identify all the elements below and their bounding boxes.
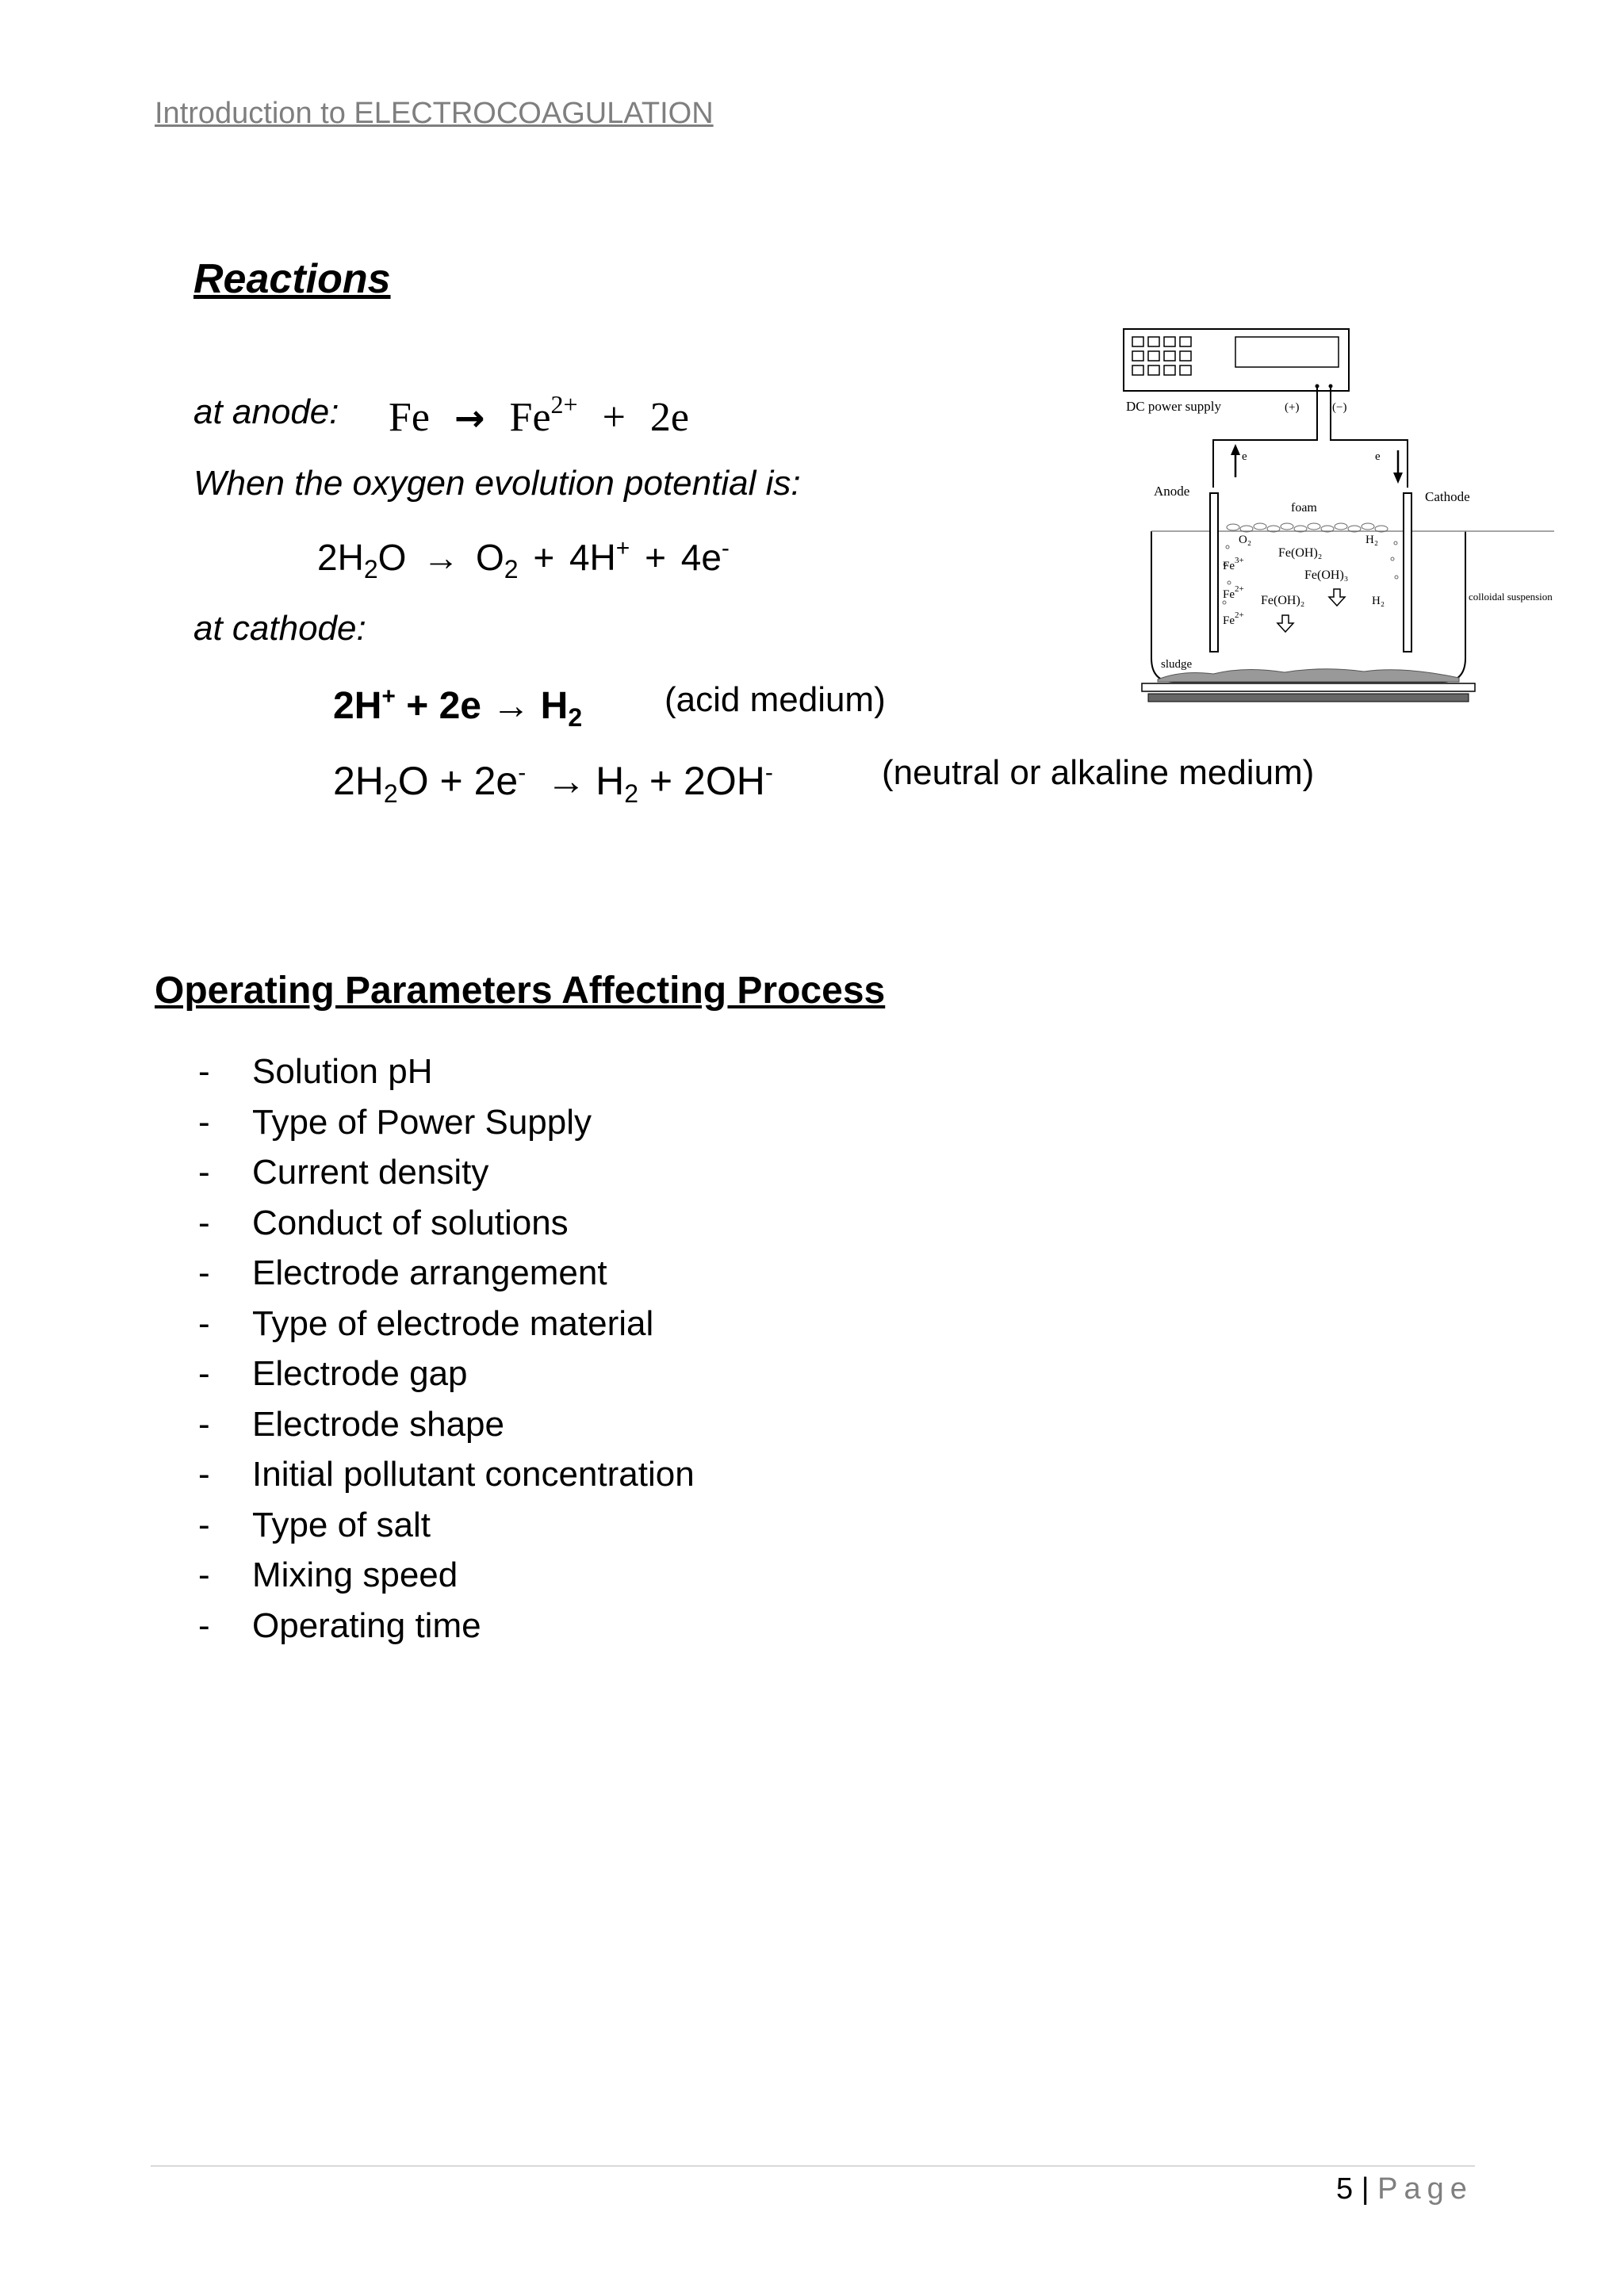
sludge-label: sludge [1161,658,1193,671]
list-item: - Current density [198,1153,489,1192]
parameters-list [198,1047,695,1651]
electrocoagulation-diagram [1110,270,1586,714]
base-stand [1148,694,1469,702]
settling-arrow [1277,615,1293,632]
electron-arrow-up [1231,444,1240,455]
svg-text:Fe3+: $Fe^{3+}$ [1223,556,1244,572]
list-item: - Type of Power Supply [198,1102,592,1142]
plus-terminal: (+) [1285,401,1300,414]
list-item: - Initial pollutant concentration [198,1455,695,1494]
neutral-equation: $2H_2O + 2e^- \to H_2 + 2OH^-$ [333,759,773,808]
oxygen-evolution-label: When the oxygen evolution potential is: [193,464,801,503]
base-plate [1142,683,1475,691]
list-item: - Type of salt [198,1505,431,1544]
colloidal-label: colloidal suspension [1469,591,1553,603]
power-supply-display [1235,337,1339,367]
anode-label: at anode: [193,392,339,431]
list-item: - Type of electrode material [198,1303,654,1343]
footer-divider [151,2165,1475,2167]
anode-electrode [1210,493,1218,652]
page-number: 5 [1336,2172,1354,2206]
list-item: - Mixing speed [198,1556,458,1594]
cathode-electrode [1404,493,1411,652]
acid-medium-note: (acid medium) [665,680,886,719]
footer-separator: | [1361,2172,1369,2206]
parameters-heading: Operating Parameters Affecting Process [155,970,886,1012]
electron-arrow-down [1393,473,1403,484]
settling-arrow [1329,589,1345,606]
anode-diagram-label: Anode [1154,484,1190,499]
list-item: - Electrode arrangement [198,1253,607,1292]
power-supply-label: DC power supply [1126,399,1221,414]
running-header: Introduction to ELECTROCOAGULATION [155,97,714,130]
svg-text:Fe2+: $Fe^{2+}$ [1223,610,1244,627]
list-item: - Operating time [198,1605,481,1645]
reactions-heading: Reactions [193,256,391,302]
svg-text:H₂: H₂ [1365,534,1379,546]
svg-text:Fe(OH)₃: Fe(OH)₃ [1304,568,1349,582]
list-item: - Electrode shape [198,1404,504,1444]
oxygen-equation: $2H_2O \to O_2 + 4H^+ + 4e^-$ [317,535,730,584]
svg-text:foam: foam [1291,501,1317,515]
minus-terminal: (−) [1332,401,1347,414]
anode-equation: $Fe \to Fe^{2+} + 2e$ [389,390,690,440]
svg-text:e: e [1375,450,1381,463]
neutral-medium-note: (neutral or alkaline medium) [882,753,1315,792]
cathode-diagram-label: Cathode [1425,489,1470,504]
svg-text:Fe(OH)₂: Fe(OH)₂ [1261,594,1305,607]
svg-text:H₂: H₂ [1372,595,1385,607]
svg-text:e: e [1242,450,1247,463]
list-item: - Electrode gap [198,1354,468,1393]
list-item: - Conduct of solutions [198,1203,569,1242]
page-footer [1336,2172,1473,2206]
acid-equation: $2H^+ + 2e \to H_2$ [333,683,583,732]
list-item: - Solution pH [198,1052,433,1091]
svg-text:Fe(OH)₂: Fe(OH)₂ [1278,546,1323,560]
sludge-layer [1158,669,1459,682]
svg-text:O₂: O₂ [1239,534,1252,546]
page-word: Page [1377,2172,1473,2206]
cathode-label: at cathode: [193,609,366,648]
svg-text:Fe2+: $Fe^{2+}$ [1223,584,1244,601]
